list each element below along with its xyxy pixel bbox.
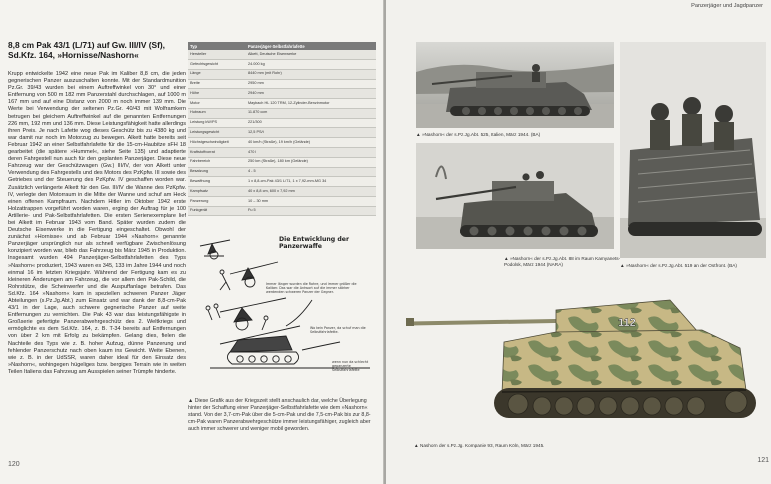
spec-row [188,128,376,138]
spec-key: Fahrbereich [188,157,246,167]
spec-header-key: Typ [188,42,246,50]
photo-nashorn-italien [416,42,614,128]
photo-nashorn-ostfront [620,42,766,258]
article-title: 8,8 cm Pak 43/1 (L/71) auf Gw. III/IV (Sf), Sd.Kfz. 164, »Hornisse/Nashorn« [8,40,166,60]
caption-photo-2: ▲ »Nashorn« der s.Pz.Jg.Abt. 88 im Raum Kamyanets-Podolsk, März 1944 (NARA) [504,256,621,267]
spec-row [188,79,376,89]
sketch-note-3: wenn nun da schlecht gepanzerte Selbstfahrlafette [332,360,369,372]
spec-row [188,69,376,79]
spec-row [188,187,376,197]
sketch-gun-large [206,298,286,330]
spec-value: 10 – 30 mm [246,196,376,206]
spec-row [188,206,376,216]
spec-row [188,108,376,118]
spec-key: Besatzung [188,167,246,177]
caption-photo-3: ▲ »Nashorn« der s.Pz.Jg.Abt. 519 an der Ostfront. (BA) [620,263,737,268]
sketch-gun-small [200,240,230,259]
spec-row [188,177,376,187]
spec-value: Fu 5 [246,206,376,216]
spec-row [188,157,376,167]
spec-key: Leistungsgewicht [188,128,246,138]
spec-table [188,42,376,216]
spec-key: Panzerung [188,196,246,206]
spec-value: 2950 mm [246,79,376,89]
spec-value: 11.870 ccm [246,108,376,118]
spec-value: 250 km (Straße), 180 km (Gelände) [246,157,376,167]
spec-key: Höchstgeschwindigkeit [188,138,246,148]
spec-value: 24.000 kg [246,59,376,69]
spec-key: Bewaffnung [188,177,246,187]
spec-table-header [188,42,376,50]
spec-row [188,50,376,59]
spec-key: Länge [188,69,246,79]
spec-key: Höhe [188,89,246,99]
spec-key: Motor [188,99,246,109]
spec-key: Gefechtsgewicht [188,59,246,69]
sketch-caption: ▲ Diese Grafik aus der Kriegszeit stellt anschaulich dar, welche Überlegung hinter der Schaffung einer Panzerjäger-Selbstfahrlafette wie dem »Nashorn« stand. Von der 3,7-cm-Pak über die 5-cm-Pak und die 7,5-cm-Pak bis zur 8,8-cm-Pak waren Panzerabwehrgeschütze immer leistungsfähiger, zugleich aber auch immer schwerer und weniger mobil geworden. [188,398,371,432]
photo-nashorn-kamyanets [416,143,614,249]
spec-value: 4 - 5 [246,167,376,177]
spec-value: 12,5 PS/t [246,128,376,138]
spec-table-body [188,50,376,216]
illustration-nashorn-camo [406,290,768,440]
spec-row [188,99,376,109]
spec-key: Hubraum [188,108,246,118]
spec-value: 40 km/h (Straße), 19 km/h (Gelände) [246,138,376,148]
page-number-left: 120 [8,461,20,468]
spec-value: 1 x 8,8-cm-Pak 43/1 L/71, 1 x 7,92-mm-MG 34 [246,177,376,187]
left-page [0,0,384,484]
caption-illustration: ▲ Nashorn der s.Pz.Jg. Kompanie 93, Raum Köln, März 1945. [414,443,545,448]
spec-value: 8440 mm (mit Rohr) [246,69,376,79]
spec-row [188,138,376,148]
spec-row [188,196,376,206]
spec-row [188,167,376,177]
page-number-right: 121 [757,457,769,464]
right-page [386,0,771,484]
illustration-marking: 112 [618,317,636,329]
spec-header-value: Panzerjäger-Selbstfahrlafette [246,42,376,50]
spec-row [188,89,376,99]
spec-value: 221/300 [246,118,376,128]
spec-key: Kampfsatz [188,187,246,197]
sketch-note-2: Wo kein Panzer, da schuf man die Selbstfahrlafette. [310,326,366,334]
spec-key: Breite [188,79,246,89]
article-body: Krupp entwickelte 1942 eine neue Pak im Kaliber 8,8 cm, die jeden gegnerischen Panzer auszuschalten konnte. Mit der Standardmunition Pz.Gr. 39/43 wurden bei einem Auftreffwinkel von 30° und einer Entfernung von 500 m 182 mm Panzerstahl durchschlagen, auf 1000 m 167 mm und auf eine Distanz von 2000 m noch immer 139 mm. Die Werte bei Verwendung der seltenen Pz.Gr. 40/43 mit Wolframkern betrugen bei gleichem Auftreffwinkel auf die genannten Entfernungen 226 mm, 192 mm und 136 mm. Diese Leistungsfähigkeit hatte allerdings ihren Preis. Je nach Lafette wog dieses Geschütz bis zu 4380 kg und war damit nur noch im Motorzug zu bewegen. Alkett hatte bereits seit Februar 1942 an einer Selbstfahrlafette für die 15-cm-Haubitze sFH 18 gearbeitet (die spätere »Hummel«, siehe Seite 135) und adaptierte deren Fahrgestell nun auch für den geplanten Panzerjäger. Diese neue Fahrzeug war der Geschützwagen (Gw.) III/IV, der von Alkett unter Verwendung des Fahrgestells und des Motors des PzKpfw. III sowie des Getriebes und der Steuerung des PzKpfw. IV geschaffen worden war. Zusätzlich verlängerte Alkett für den Gw. III/IV die Wanne des PzKpfw. IV, verlegte den Motorraum in die Mitte der Wanne und schuf am Heck einen offenen Kampfraum. Nachdem Hitler im Oktober 1942 erste Holzattrappen vorgeführt worden waren, erging der Auftrag für je 100 Artillerie- und Pak-Selbstfahrlafetten. Die ersten Serienexemplare lief bei Alkett im Februar 1943 vom Band. Später wurden zudem die Deutsche Eisenwerke in die Fertigung eingeschaltet. Obwohl der zunächst »Hornisse« und ab Februar 1944 »Nashorn« genannte Panzerjäger ursprünglich nur als schnell verfügbare Zwischenlösung konzipiert worden war, blieb das Fahrzeug bis März 1945 in Produktion. Insgesamt wurden 494 Panzerjäger-Selbstfahrlafetten des Typs »Nashorn« produziert, 1943 waren es 345, 133 im Jahre 1944 und noch einmal 16 im letzten Kriegsjahr. Während der Fertigung kam es zu kleineren Änderungen am Fahrzeug, die vor allem den Pak-Schild, die Rohrstütze, die Scheinwerfer und die Auspuffanlage betrafen. Das Sd.Kfz. 164 »Nashorn« kam in speziellen schweren Panzer Jäger Abteilungen (s.Pz.Jg.Abt.) zum Einsatz und war dank der 8,8-cm-Pak 43/1 in der Lage, auch schwere gegnerische Panzer auf weite Entfernungen zu vernichten. Die Pak 43 war das leistungsfähigste in Großserie gefertigte Panzerabwehrgeschütz des 2. Weltkriegs und ermöglichte es dem Sd.Kfz. 164, z. B. T-34 bereits auf Entfernungen von über 2 km mit Erfolg zu bekämpfen. Gelang dies, fielen die Nachteile des Typs wie z. B. hoher Aufzug, dünne Panzerung und fehlender Panzerschutz nach oben kaum ins Gewicht. Weite Ebenen, wie z. B. in der UdSSR, waren daher ideal für den Einsatz des »Nashorn«, wohingegen hügeliges bzw. bergiges Terrain wie in weiten Teilen Italiens das Fahrzeug am Ausspielen seiner Trümpfe hinderte. [8,71,186,375]
spec-value: 470 l [246,148,376,158]
spec-key: Kraftstoffvorrat [188,148,246,158]
spec-value: Maybach HL 120 TRM, 12-Zylinder-Benzinmotor [246,99,376,109]
spec-row [188,59,376,69]
sketch-note-1: Immer länger wurden die Rohre, und immer größer die Kaliber. Das war die Antwort auf die immer stärker werdenden schweren Panzer der Gegner. [266,282,357,294]
spec-value: Alkett, Deutsche Eisenwerke [246,50,376,59]
spec-key: Hersteller [188,50,246,59]
spec-row [188,118,376,128]
section-header: Panzerjäger und Jagdpanzer [691,3,763,9]
sketch-title: Die Entwicklung der Panzerwaffe [279,236,350,251]
caption-photo-1: ▲ »Nashorn« der s.Pz.Jg.Abt. 525, Italien, März 1944. (BA) [416,132,541,137]
spec-key: Funkgerät [188,206,246,216]
spec-value: 2940 mm [246,89,376,99]
spec-value: 40 x 8,8 cm, 600 x 7,92 mm [246,187,376,197]
spec-key: Leistung kW/PS [188,118,246,128]
spec-row [188,148,376,158]
